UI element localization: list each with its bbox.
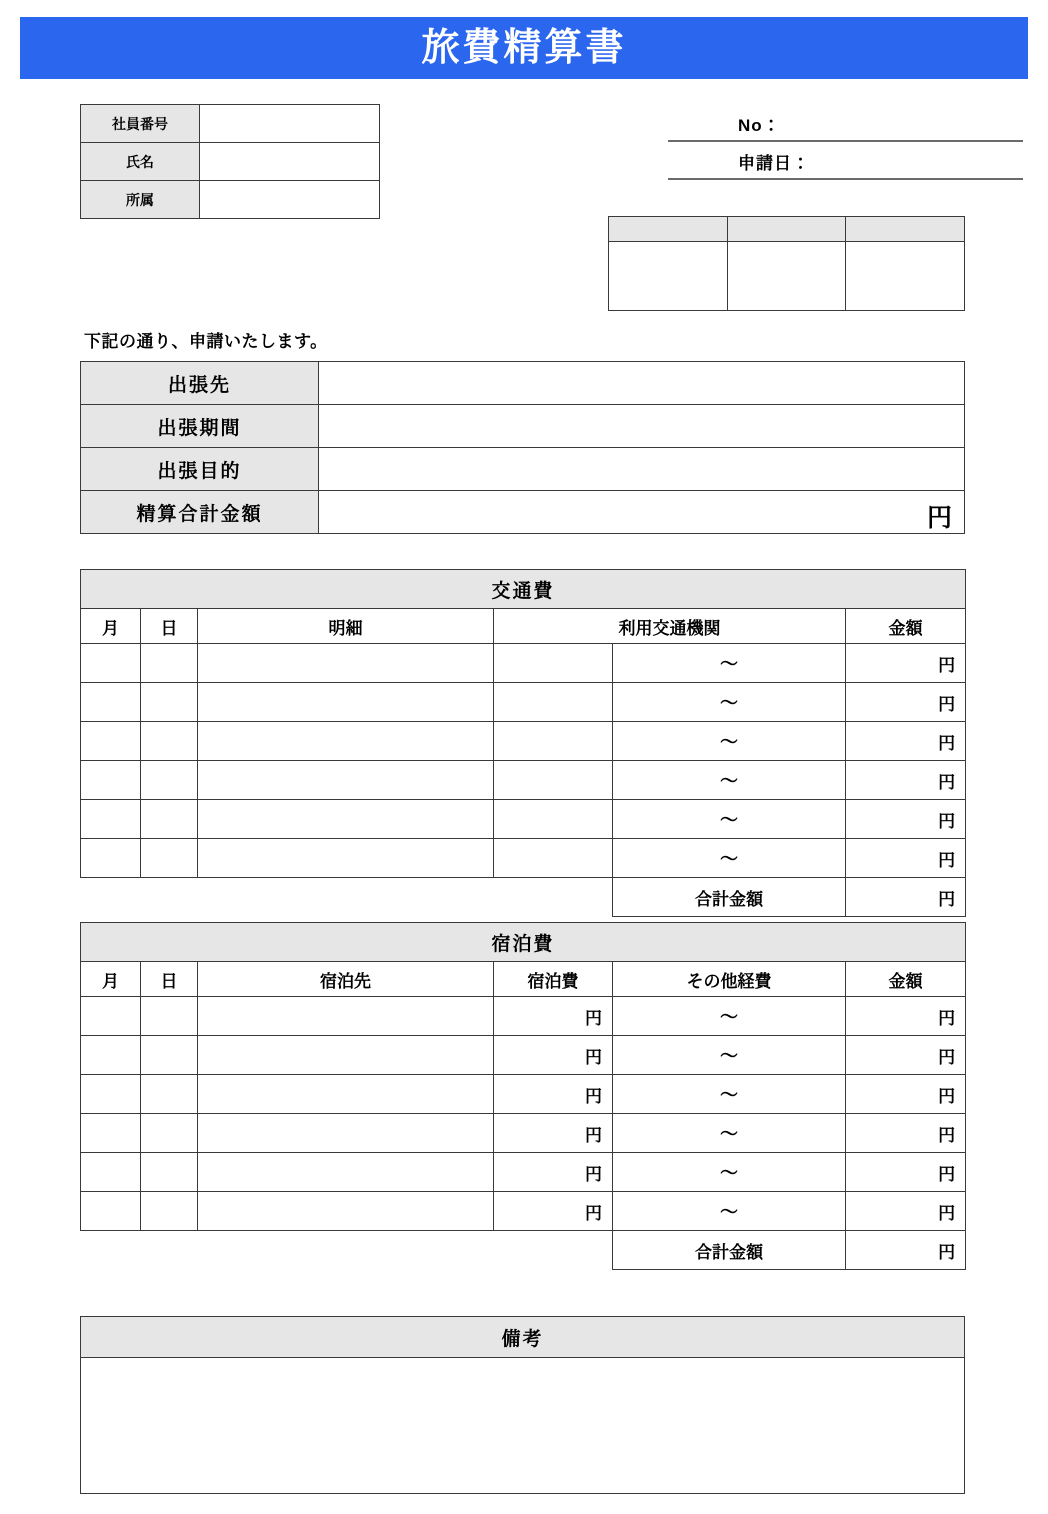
employee-name-field[interactable] (200, 143, 380, 181)
lodging-month-cell[interactable] (81, 1114, 141, 1153)
lodging-fee-cell[interactable]: 円 (494, 1075, 613, 1114)
lodging-day-cell[interactable] (141, 997, 198, 1036)
lodging-total-value[interactable]: 円 (846, 1231, 966, 1270)
table-row (81, 143, 380, 181)
transport-day-cell[interactable] (141, 839, 198, 878)
transport-mode-cell[interactable] (494, 644, 613, 683)
table-row (81, 448, 965, 491)
application-date-underline[interactable] (668, 142, 1023, 180)
lodging-fee-cell[interactable]: 円 (494, 1114, 613, 1153)
employee-number-label: 社員番号 (81, 105, 200, 143)
transport-route-cell[interactable]: 〜 (613, 683, 846, 722)
transport-amount-cell[interactable]: 円 (846, 644, 966, 683)
lodging-amount-cell[interactable]: 円 (846, 1114, 966, 1153)
transport-detail-cell[interactable] (198, 683, 494, 722)
lodging-fee-cell[interactable]: 円 (494, 997, 613, 1036)
lodging-total-spacer-2 (494, 1231, 613, 1270)
transport-detail-cell[interactable] (198, 761, 494, 800)
lodging-month-cell[interactable] (81, 1036, 141, 1075)
lodging-total-spacer (81, 1231, 494, 1270)
table-row (81, 405, 965, 448)
table-row (81, 181, 380, 219)
table-row (81, 1075, 966, 1114)
remarks-body-row (81, 1358, 965, 1494)
trip-period-field[interactable] (319, 405, 965, 448)
transport-day-cell[interactable] (141, 644, 198, 683)
lodging-expense-table (80, 922, 966, 1270)
remarks-section-title: 備考 (81, 1317, 965, 1358)
transport-total-label: 合計金額 (613, 878, 846, 917)
trip-purpose-field[interactable] (319, 448, 965, 491)
lodging-amount-cell[interactable]: 円 (846, 997, 966, 1036)
lodging-day-cell[interactable] (141, 1114, 198, 1153)
transport-mode-cell[interactable] (494, 761, 613, 800)
trip-purpose-label: 出張目的 (81, 448, 319, 491)
table-row (81, 362, 965, 405)
transport-detail-cell[interactable] (198, 722, 494, 761)
approval-stamp-row (609, 242, 965, 311)
lodging-place-header: 宿泊先 (198, 962, 494, 997)
transport-detail-cell[interactable] (198, 839, 494, 878)
grand-total-field[interactable] (319, 491, 965, 534)
lodging-day-cell[interactable] (141, 1075, 198, 1114)
lodging-amount-cell[interactable]: 円 (846, 1075, 966, 1114)
transport-month-cell[interactable] (81, 761, 141, 800)
transport-day-header: 日 (141, 609, 198, 644)
destination-field[interactable] (319, 362, 965, 405)
lodging-other-cell[interactable]: 〜 (613, 1075, 846, 1114)
lodging-fee-header: 宿泊費 (494, 962, 613, 997)
document-number-underline[interactable] (668, 104, 1023, 142)
transport-amount-cell[interactable]: 円 (846, 683, 966, 722)
transport-mode-cell[interactable] (494, 722, 613, 761)
document-number-row (668, 104, 1023, 142)
lodging-month-cell[interactable] (81, 1075, 141, 1114)
approval-column-1-header (609, 217, 728, 242)
lodging-amount-cell[interactable]: 円 (846, 1192, 966, 1231)
transport-total-row (81, 878, 966, 917)
lodging-place-cell[interactable] (198, 1075, 494, 1114)
table-row (81, 683, 966, 722)
transport-month-cell[interactable] (81, 722, 141, 761)
remarks-header-row (81, 1317, 965, 1358)
lodging-total-row (81, 1231, 966, 1270)
transport-route-cell[interactable]: 〜 (613, 800, 846, 839)
transport-day-cell[interactable] (141, 722, 198, 761)
transport-day-cell[interactable] (141, 683, 198, 722)
transport-column-header-row (81, 609, 966, 644)
lodging-day-cell[interactable] (141, 1036, 198, 1075)
transport-route-cell[interactable]: 〜 (613, 722, 846, 761)
remarks-table (80, 1316, 965, 1494)
transport-month-header: 月 (81, 609, 141, 644)
lodging-fee-cell[interactable]: 円 (494, 1153, 613, 1192)
document-number-label: No： (738, 116, 781, 135)
lodging-place-cell[interactable] (198, 1036, 494, 1075)
transport-mode-cell[interactable] (494, 839, 613, 878)
grand-total-currency: 円 (926, 504, 952, 532)
application-date-label: 申請日： (738, 154, 810, 173)
lodging-month-cell[interactable] (81, 1153, 141, 1192)
lodging-place-cell[interactable] (198, 1114, 494, 1153)
transport-section-title: 交通費 (81, 570, 966, 609)
table-row (81, 1036, 966, 1075)
lodging-day-header: 日 (141, 962, 198, 997)
transport-expense-table (80, 569, 966, 917)
employee-department-label: 所属 (81, 181, 200, 219)
lodging-section-title: 宿泊費 (81, 923, 966, 962)
lodging-other-cell[interactable]: 〜 (613, 1153, 846, 1192)
approval-stamp-cell-3[interactable] (846, 242, 965, 311)
lead-sentence: 下記の通り、申請いたします。 (84, 332, 328, 351)
approval-header-row (609, 217, 965, 242)
employee-number-field[interactable] (200, 105, 380, 143)
table-row (81, 491, 965, 534)
transport-amount-cell[interactable]: 円 (846, 761, 966, 800)
transport-total-spacer (81, 878, 494, 917)
transport-section-row (81, 570, 966, 609)
lodging-section-row (81, 923, 966, 962)
transport-mode-cell[interactable] (494, 683, 613, 722)
transport-detail-cell[interactable] (198, 800, 494, 839)
trip-detail-table (80, 361, 965, 534)
transport-route-cell[interactable]: 〜 (613, 761, 846, 800)
lodging-amount-cell[interactable]: 円 (846, 1036, 966, 1075)
approval-column-3-header (846, 217, 965, 242)
transport-detail-cell[interactable] (198, 644, 494, 683)
remarks-field[interactable] (81, 1358, 965, 1494)
lodging-other-cell[interactable]: 〜 (613, 1192, 846, 1231)
approval-column-2-header (727, 217, 846, 242)
lodging-place-cell[interactable] (198, 1153, 494, 1192)
approval-stamp-table (608, 216, 965, 311)
transport-mode-header: 利用交通機関 (494, 609, 846, 644)
lodging-fee-cell[interactable]: 円 (494, 1192, 613, 1231)
transport-mode-cell[interactable] (494, 800, 613, 839)
transport-day-cell[interactable] (141, 761, 198, 800)
transport-detail-header: 明細 (198, 609, 494, 644)
lodging-day-cell[interactable] (141, 1153, 198, 1192)
approval-stamp-cell-2[interactable] (727, 242, 846, 311)
lodging-month-header: 月 (81, 962, 141, 997)
table-row (81, 1192, 966, 1231)
transport-amount-header: 金額 (846, 609, 966, 644)
destination-label: 出張先 (81, 362, 319, 405)
lodging-total-label: 合計金額 (613, 1231, 846, 1270)
employee-department-field[interactable] (200, 181, 380, 219)
transport-day-cell[interactable] (141, 800, 198, 839)
transport-amount-cell[interactable]: 円 (846, 722, 966, 761)
lodging-column-header-row (81, 962, 966, 997)
lodging-day-cell[interactable] (141, 1192, 198, 1231)
employee-info-table (80, 104, 380, 219)
lodging-amount-header: 金額 (846, 962, 966, 997)
table-row (81, 105, 380, 143)
transport-total-value[interactable]: 円 (846, 878, 966, 917)
table-row (81, 1153, 966, 1192)
form-title-banner (20, 17, 1028, 79)
approval-stamp-cell-1[interactable] (609, 242, 728, 311)
lodging-other-cell[interactable]: 〜 (613, 1114, 846, 1153)
lodging-other-cell[interactable]: 〜 (613, 1036, 846, 1075)
table-row (81, 839, 966, 878)
table-row (81, 1114, 966, 1153)
transport-amount-cell[interactable]: 円 (846, 839, 966, 878)
lodging-amount-cell[interactable]: 円 (846, 1153, 966, 1192)
table-row (81, 761, 966, 800)
lodging-place-cell[interactable] (198, 1192, 494, 1231)
lodging-month-cell[interactable] (81, 1192, 141, 1231)
transport-month-cell[interactable] (81, 800, 141, 839)
lodging-other-header: その他経費 (613, 962, 846, 997)
transport-month-cell[interactable] (81, 644, 141, 683)
employee-name-label: 氏名 (81, 143, 200, 181)
table-row (81, 800, 966, 839)
transport-month-cell[interactable] (81, 839, 141, 878)
lodging-other-cell[interactable]: 〜 (613, 997, 846, 1036)
page-title: 旅費精算書 (421, 27, 627, 69)
lodging-month-cell[interactable] (81, 997, 141, 1036)
application-date-row (668, 142, 1023, 180)
grand-total-label: 精算合計金額 (81, 491, 319, 534)
transport-month-cell[interactable] (81, 683, 141, 722)
transport-amount-cell[interactable]: 円 (846, 800, 966, 839)
trip-period-label: 出張期間 (81, 405, 319, 448)
transport-route-cell[interactable]: 〜 (613, 839, 846, 878)
table-row (81, 722, 966, 761)
lodging-fee-cell[interactable]: 円 (494, 1036, 613, 1075)
lodging-place-cell[interactable] (198, 997, 494, 1036)
table-row (81, 997, 966, 1036)
transport-total-spacer-2 (494, 878, 613, 917)
transport-route-cell[interactable]: 〜 (613, 644, 846, 683)
table-row (81, 644, 966, 683)
